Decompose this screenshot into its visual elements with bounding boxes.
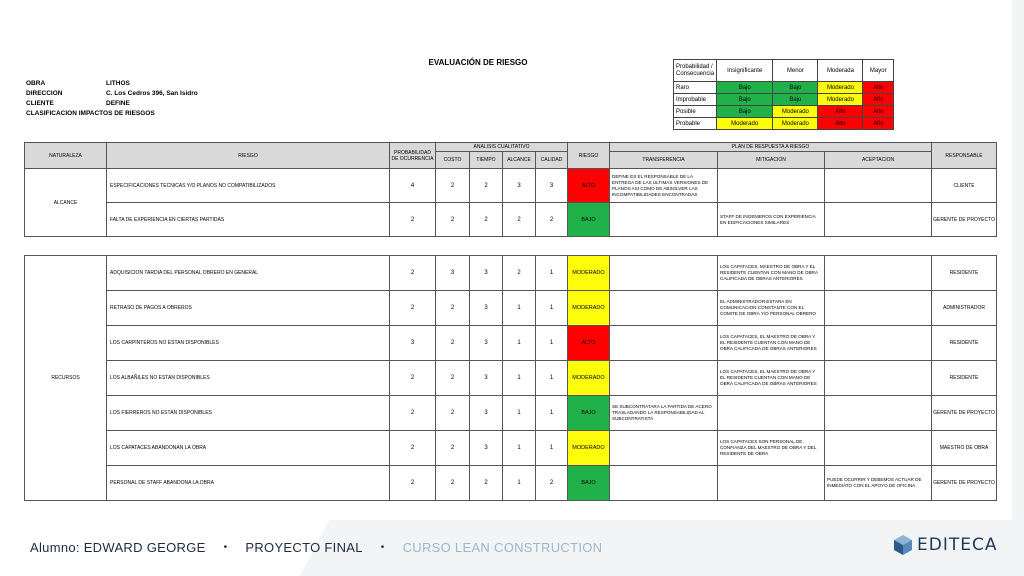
prob-value: 2 bbox=[390, 291, 436, 326]
prob-value: 2 bbox=[390, 466, 436, 501]
info-row-cliente bbox=[26, 99, 198, 109]
risk-matrix bbox=[673, 59, 894, 130]
alcance-value: 1 bbox=[503, 466, 536, 501]
prob-value: 4 bbox=[390, 169, 436, 203]
logo-text: EDITECA bbox=[917, 535, 998, 555]
matrix-col-header: Moderada bbox=[818, 60, 863, 82]
matrix-cell: Alto bbox=[818, 118, 863, 130]
responsable-text: RESIDENTE bbox=[932, 361, 997, 396]
risk-description: LOS ALBAÑILES NO ESTAN DISPONIBLES bbox=[107, 361, 390, 396]
costo-value: 2 bbox=[436, 169, 470, 203]
costo-value: 2 bbox=[436, 396, 470, 431]
risk-description: LOS FIERREROS NO ESTAN DISPONIBLES bbox=[107, 396, 390, 431]
editeca-cube-logo-icon bbox=[893, 534, 913, 556]
prob-value: 2 bbox=[390, 396, 436, 431]
risk-level-badge: ALTO bbox=[568, 326, 610, 361]
alcance-value: 1 bbox=[503, 396, 536, 431]
risk-table-alcance bbox=[24, 142, 997, 237]
calidad-value: 1 bbox=[536, 291, 568, 326]
risk-level-badge: MODERADO bbox=[568, 291, 610, 326]
matrix-cell: Bajo bbox=[717, 94, 773, 106]
responsable-text: CLIENTE bbox=[932, 169, 997, 203]
aceptacion-text bbox=[825, 431, 932, 466]
responsable-text: GERENTE DE PROYECTO bbox=[932, 203, 997, 237]
table-row bbox=[25, 169, 997, 203]
responsable-text: MAESTRO DE OBRA bbox=[932, 431, 997, 466]
header-transferencia: TRANSFERENCIA bbox=[610, 152, 718, 169]
mitigacion-text bbox=[718, 396, 825, 431]
transferencia-text bbox=[610, 466, 718, 501]
transferencia-text bbox=[610, 203, 718, 237]
info-label: CLIENTE bbox=[26, 100, 54, 107]
info-row-obra bbox=[26, 79, 198, 89]
risk-level-badge: MODERADO bbox=[568, 431, 610, 466]
matrix-cell: Alto bbox=[818, 106, 863, 118]
alcance-value: 1 bbox=[503, 326, 536, 361]
costo-value: 2 bbox=[436, 431, 470, 466]
header-costo: COSTO bbox=[436, 152, 470, 169]
transferencia-text bbox=[610, 291, 718, 326]
header-riesgo: RIESGO bbox=[107, 143, 390, 169]
risk-description: ADQUISICION TARDIA DEL PERSONAL OBRERO EN GENERAL bbox=[107, 256, 390, 291]
matrix-cell: Alto bbox=[863, 94, 894, 106]
table-row bbox=[25, 256, 997, 291]
matrix-col-header: Insignificante bbox=[717, 60, 773, 82]
tiempo-value: 2 bbox=[470, 169, 503, 203]
costo-value: 2 bbox=[436, 466, 470, 501]
alcance-value: 1 bbox=[503, 431, 536, 466]
calidad-value: 3 bbox=[536, 169, 568, 203]
document-title: EVALUACIÓN DE RIESGO bbox=[428, 58, 528, 67]
risk-description: ESPECIFICACIONES TECNICAS Y/O PLANOS NO COMPATIBILIZADOS bbox=[107, 169, 390, 203]
student-name: Alumno: EDWARD GEORGE bbox=[30, 540, 206, 555]
responsable-text: GERENTE DE PROYECTO bbox=[932, 466, 997, 501]
matrix-row-label: Raro bbox=[674, 82, 717, 94]
table-row bbox=[25, 291, 997, 326]
transferencia-text bbox=[610, 431, 718, 466]
prob-value: 3 bbox=[390, 326, 436, 361]
mitigacion-text: LOS CAPATACES, MAESTRO DE OBRA Y EL RESIDENTE CUENTAN CON MANO DE OBRA CALIFICADA DE OBRAS ANTERIORES bbox=[718, 256, 825, 291]
risk-level-badge: BAJO bbox=[568, 466, 610, 501]
calidad-value: 2 bbox=[536, 466, 568, 501]
matrix-cell: Moderado bbox=[773, 106, 818, 118]
footer-bar bbox=[30, 540, 602, 555]
costo-value: 2 bbox=[436, 361, 470, 396]
info-value: C. Los Cedros 396, San Isidro bbox=[106, 90, 198, 97]
responsable-text: RESIDENTE bbox=[932, 326, 997, 361]
responsable-text: ADMINISTRADOR bbox=[932, 291, 997, 326]
header-riesgo-nivel: RIESGO bbox=[568, 143, 610, 169]
risk-level-badge: MODERADO bbox=[568, 361, 610, 396]
calidad-value: 1 bbox=[536, 256, 568, 291]
info-row-direccion bbox=[26, 89, 198, 99]
matrix-cell: Bajo bbox=[717, 106, 773, 118]
alcance-value: 3 bbox=[503, 169, 536, 203]
matrix-cell: Moderado bbox=[818, 82, 863, 94]
table-row bbox=[25, 396, 997, 431]
matrix-cell: Alto bbox=[863, 82, 894, 94]
matrix-cell: Alto bbox=[863, 106, 894, 118]
project-info bbox=[26, 79, 198, 119]
aceptacion-text bbox=[825, 396, 932, 431]
matrix-row-label: Probable bbox=[674, 118, 717, 130]
transferencia-text bbox=[610, 256, 718, 291]
costo-value: 2 bbox=[436, 326, 470, 361]
tiempo-value: 3 bbox=[470, 431, 503, 466]
calidad-value: 1 bbox=[536, 431, 568, 466]
transferencia-text bbox=[610, 326, 718, 361]
risk-level-badge: BAJO bbox=[568, 203, 610, 237]
tiempo-value: 3 bbox=[470, 396, 503, 431]
header-plan: PLAN DE RESPUESTA A RIESGO bbox=[610, 143, 932, 152]
aceptacion-text bbox=[825, 169, 932, 203]
costo-value: 2 bbox=[436, 203, 470, 237]
mitigacion-text: STAFF DE INGENIEROS CON EXPERIENCIA EN EDIFICACIONES SIMILARES bbox=[718, 203, 825, 237]
transferencia-text: DEFINE ES EL RESPONSABLE DE LA ENTREGA DE LAS ULTIMAS VERSIONES DE PLANOS ASI COMO DE ABSOLVER LAS INCOMPATIBILIDADES ENCONTRADAS bbox=[610, 169, 718, 203]
mitigacion-text: EL ADMINISTRADOR ESTARA EN COMUNICACION CONSTANTE CON EL COMITE DE OBRA Y/O PERSONAL OBRERO bbox=[718, 291, 825, 326]
group-label: RECURSOS bbox=[25, 256, 107, 501]
mitigacion-text bbox=[718, 466, 825, 501]
matrix-cell: Moderado bbox=[773, 118, 818, 130]
header-alcance: ALCANCE bbox=[503, 152, 536, 169]
alcance-value: 2 bbox=[503, 203, 536, 237]
calidad-value: 1 bbox=[536, 326, 568, 361]
matrix-cell: Bajo bbox=[773, 82, 818, 94]
risk-table-recursos bbox=[24, 255, 997, 501]
costo-value: 3 bbox=[436, 256, 470, 291]
tiempo-value: 3 bbox=[470, 361, 503, 396]
table-row bbox=[25, 203, 997, 237]
header-analisis: ANALISIS CUALITATIVO bbox=[436, 143, 568, 152]
matrix-row-label: Improbable bbox=[674, 94, 717, 106]
responsable-text: RESIDENTE bbox=[932, 256, 997, 291]
calidad-value: 2 bbox=[536, 203, 568, 237]
risk-description: PERSONAL DE STAFF ABANDONA LA OBRA bbox=[107, 466, 390, 501]
project-label: PROYECTO FINAL bbox=[245, 540, 363, 555]
risk-description: RETRASO DE PAGOS A OBREROS bbox=[107, 291, 390, 326]
aceptacion-text bbox=[825, 256, 932, 291]
transferencia-text bbox=[610, 361, 718, 396]
prob-value: 2 bbox=[390, 431, 436, 466]
mitigacion-text: LOS CAPATACES SON PERSONAL DE CONFIANZA DEL MAESTRO DE OBRA Y DEL RESIDENTE DE OBRA bbox=[718, 431, 825, 466]
bullet-separator: • bbox=[223, 542, 228, 553]
header-mitigacion: MITIGACION bbox=[718, 152, 825, 169]
risk-description: FALTA DE EXPERIENCIA EN CIERTAS PARTIDAS bbox=[107, 203, 390, 237]
header-aceptacion: ACEPTACION bbox=[825, 152, 932, 169]
tiempo-value: 2 bbox=[470, 203, 503, 237]
matrix-cell: Moderado bbox=[717, 118, 773, 130]
bullet-separator: • bbox=[380, 542, 385, 553]
mitigacion-text: LOS CAPATACES, EL MAESTRO DE OBRA Y EL RESIDENTE CUENTAN CON MANO DE OBRA CALIFICADA DE OBRAS ANTERIORES bbox=[718, 326, 825, 361]
course-label: CURSO LEAN CONSTRUCTION bbox=[402, 540, 603, 555]
table-row bbox=[25, 431, 997, 466]
table-row bbox=[25, 466, 997, 501]
matrix-cell: Bajo bbox=[773, 94, 818, 106]
info-value: LITHOS bbox=[106, 80, 130, 87]
table-row bbox=[25, 361, 997, 396]
prob-value: 2 bbox=[390, 203, 436, 237]
prob-value: 2 bbox=[390, 256, 436, 291]
aceptacion-text bbox=[825, 361, 932, 396]
matrix-cell: Alto bbox=[863, 118, 894, 130]
matrix-cell: Bajo bbox=[717, 82, 773, 94]
tiempo-value: 3 bbox=[470, 256, 503, 291]
calidad-value: 1 bbox=[536, 396, 568, 431]
matrix-col-header: Mayor bbox=[863, 60, 894, 82]
info-value: DEFINE bbox=[106, 100, 130, 107]
matrix-row-label: Posible bbox=[674, 106, 717, 118]
costo-value: 2 bbox=[436, 291, 470, 326]
risk-level-badge: BAJO bbox=[568, 396, 610, 431]
aceptacion-text bbox=[825, 203, 932, 237]
info-label: DIRECCION bbox=[26, 90, 63, 97]
info-label: OBRA bbox=[26, 80, 46, 87]
mitigacion-text: LOS CAPATACES, EL MAESTRO DE OBRA Y EL RESIDENTE CUENTAN CON MANO DE OBRA CALIFICADA DE OBRAS ANTERIORES bbox=[718, 361, 825, 396]
aceptacion-text: PUEDE OCURRIR Y DEBEMOS ACTUAR DE INMEDIATO CON EL APOYO DE OFICINA bbox=[825, 466, 932, 501]
risk-level-badge: MODERADO bbox=[568, 256, 610, 291]
tiempo-value: 3 bbox=[470, 291, 503, 326]
calidad-value: 1 bbox=[536, 361, 568, 396]
header-calidad: CALIDAD bbox=[536, 152, 568, 169]
editeca-logo bbox=[893, 534, 997, 556]
header-probabilidad: PROBABILIDAD DE OCURRENCIA bbox=[390, 143, 436, 169]
header-tiempo: TIEMPO bbox=[470, 152, 503, 169]
risk-description: LOS CAPATACES ABANDONAN LA OBRA bbox=[107, 431, 390, 466]
alcance-value: 1 bbox=[503, 291, 536, 326]
matrix-cell: Moderado bbox=[818, 94, 863, 106]
alcance-value: 2 bbox=[503, 256, 536, 291]
prob-value: 2 bbox=[390, 361, 436, 396]
tiempo-value: 2 bbox=[470, 466, 503, 501]
header-responsable: RESPONSABLE bbox=[932, 143, 997, 169]
info-label: CLASIFICACION IMPACTOS DE RIESGOS bbox=[26, 110, 155, 117]
table-row bbox=[25, 326, 997, 361]
matrix-corner: Probabilidad / Consecuencia bbox=[674, 60, 717, 82]
alcance-value: 1 bbox=[503, 361, 536, 396]
transferencia-text: SE SUBCONTRATARA LA PARTIDA DE ACERO TRASLADANDO LA RESPONSABILIDAD AL SUBCONTRATISTA bbox=[610, 396, 718, 431]
matrix-col-header: Menor bbox=[773, 60, 818, 82]
header-naturaleza: NATURALEZA bbox=[25, 143, 107, 169]
risk-description: LOS CARPINTEROS NO ESTAN DISPONIBLES bbox=[107, 326, 390, 361]
mitigacion-text bbox=[718, 169, 825, 203]
risk-level-badge: ALTO bbox=[568, 169, 610, 203]
aceptacion-text bbox=[825, 326, 932, 361]
aceptacion-text bbox=[825, 291, 932, 326]
responsable-text: GERENTE DE PROYECTO bbox=[932, 396, 997, 431]
group-label: ALCANCE bbox=[25, 169, 107, 237]
tiempo-value: 3 bbox=[470, 326, 503, 361]
info-row-clasificacion bbox=[26, 109, 198, 119]
